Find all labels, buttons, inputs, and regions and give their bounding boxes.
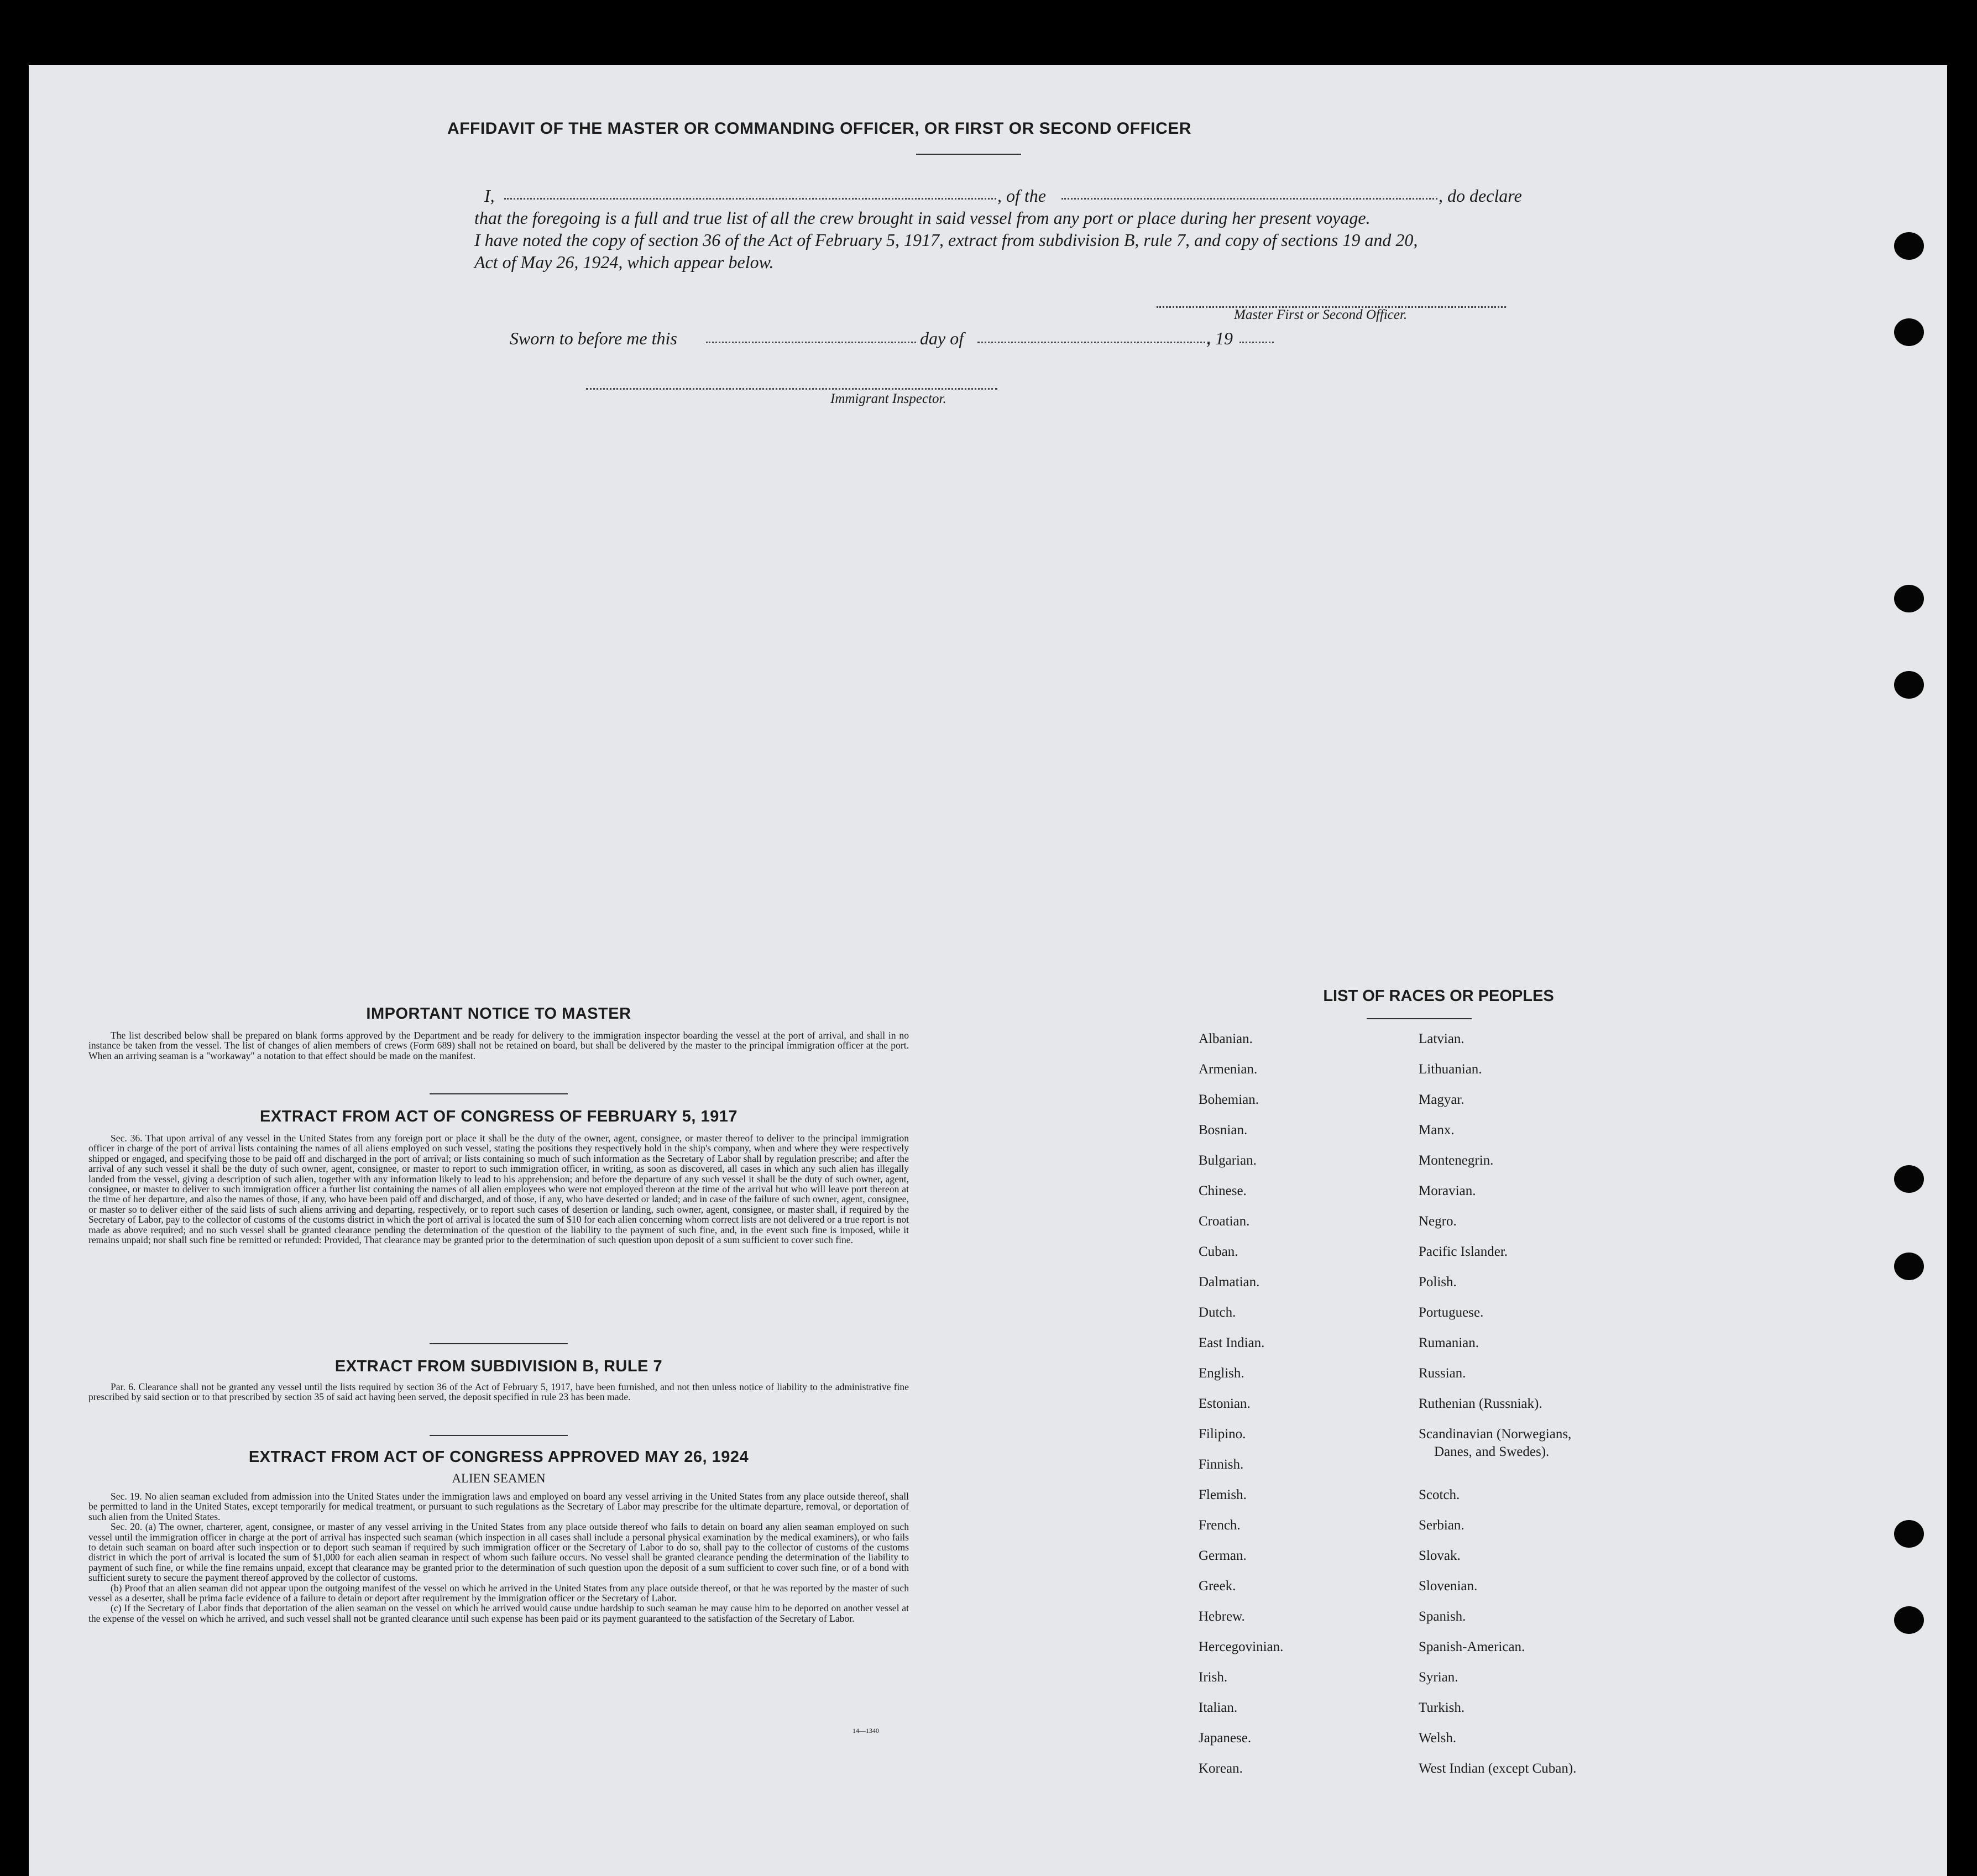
extract-1917-sec36: Sec. 36. That upon arrival of any vessel in the United States from any foreign port or place it shall be the duty of the owner, agent, consignee, or master thereof to deliver to the principal immigration officer in charge of the port of arrival lists containing the names of all aliens employed on such vessel, stating the positions they respectively hold in the ship's company, when and where they were respectively shipped or engaged, and specifying those to be paid off and discharged in the port of arrival; or lists containing so much of such information as the Secretary of Labor shall by regulation prescribe; and after the arrival of any such vessel it shall be the duty of such owner, agent, consignee, or master to report to such immigration officer, in writing, as soon as discovered, all cases in which any such alien has illegally landed from the vessel, giving a description of such alien, together with any information likely to lead to his apprehension; and before the departure of any such vessel it shall be the duty of such owner, agent, consignee, or master to deliver to such immigration officer a further list containing the names of all alien employees who were not employed thereon at the time of the arrival but who will leave port thereon at the time of her departure, and also the names of those, if any, who have been paid off and discharged, and of those, if any, who have deserted or landed; and in case of the failure of such owner, agent, consignee, or master so to deliver either of the said lists of such aliens arriving and departing, respectively, or to report such cases of desertion or landing, such owner, agent, consignee, or master shall, if required by the Secretary of Labor, pay to the collector of customs of the customs district in which the port of arrival is located the sum of $10 for each alien concerning whom correct lists are not delivered or a true report is not made as above required; and no such vessel shall be granted clearance pending the determination of the question of the liability to the payment of such fine, and, in the event such fine is imposed, while it remains unpaid; nor shall such fine be remitted or refunded: Provided, That clearance may be granted prior to the determination of such question upon deposit of a sum sufficient to cover such fine.: [88, 1133, 909, 1246]
race-item: Chinese.: [1199, 1183, 1247, 1198]
year-label: , 19: [1206, 328, 1233, 348]
extract-1924-sec19: Sec. 19. No alien seaman excluded from admission into the United States under the immigration laws and employed on board any vessel arriving in the United States from any place outside thereof, shall be permitted to land in the United States, except temporarily for medical treatment, or pursuant to such regulations as the Secretary of Labor may prescribe for the ultimate departure, removal, or deportation of such alien from the United States.: [88, 1491, 909, 1522]
race-item: East Indian.: [1199, 1335, 1265, 1350]
affidavit-i-label: I,: [484, 186, 495, 206]
race-item: Croatian.: [1199, 1214, 1250, 1229]
race-item: Turkish.: [1419, 1700, 1465, 1715]
race-item: Dutch.: [1199, 1305, 1236, 1320]
race-item: Serbian.: [1419, 1518, 1465, 1533]
race-item: Spanish-American.: [1419, 1639, 1525, 1654]
race-item: Ruthenian (Russniak).: [1419, 1396, 1542, 1411]
race-item: Rumanian.: [1419, 1335, 1479, 1350]
notice-text: [88, 1030, 909, 1061]
race-item: Negro.: [1419, 1214, 1457, 1229]
race-item: West Indian (except Cuban).: [1419, 1761, 1577, 1776]
race-item: Moravian.: [1419, 1183, 1476, 1198]
form-number: 14—1340: [852, 1727, 879, 1734]
sworn-month-blank[interactable]: [977, 342, 1210, 343]
vessel-blank[interactable]: [1061, 198, 1437, 200]
extract-1917-text: [88, 1133, 909, 1245]
extract-1924-text: [88, 1491, 909, 1623]
race-item: Estonian.: [1199, 1396, 1251, 1411]
punch-hole: [1894, 318, 1924, 346]
race-item: Scandinavian (Norwegians,: [1419, 1427, 1572, 1442]
document-page: [29, 65, 1947, 1876]
race-item: Slovak.: [1419, 1548, 1461, 1563]
extract-1924-sec20a: Sec. 20. (a) The owner, charterer, agent, consignee, or master of any vessel arriving in the United States from any place outside thereof who fails to detain on board any alien seaman employed on such vessel until the immigration officer in charge at the port of arrival has inspected such seaman (which inspection in all cases shall include a personal physical examination by the medical examiners), or who fails to detain such seaman on board after such inspection or to deport such seaman if required by such immigration officer or the Secretary of Labor to do so, shall pay to the collector of customs of the customs district in which the port of arrival is located the sum of $1,000 for each alien seaman in respect of whom such failure occurs. No vessel shall be granted clearance pending the determination of the liability to payment of such fine, or while the fine remains unpaid, except that clearance may be granted prior to the determination of such question upon the deposit of a sum sufficient to cover such fine, or of a bond with sufficient surety to secure the payment thereof approved by the collector of customs.: [88, 1521, 909, 1584]
race-item: Spanish.: [1419, 1609, 1466, 1624]
divider: [430, 1343, 568, 1344]
race-item: Korean.: [1199, 1761, 1243, 1776]
race-item: Bulgarian.: [1199, 1153, 1257, 1168]
sworn-label: Sworn to before me this: [510, 328, 677, 348]
punch-hole: [1894, 1165, 1924, 1193]
divider: [430, 1435, 568, 1436]
punch-hole: [1894, 585, 1924, 612]
race-item: Russian.: [1419, 1366, 1466, 1381]
name-blank[interactable]: [504, 198, 996, 200]
notice-title: IMPORTANT NOTICE TO MASTER: [366, 1005, 631, 1023]
race-item: Cuban.: [1199, 1244, 1238, 1259]
divider: [916, 154, 1021, 155]
sworn-year-blank[interactable]: [1239, 342, 1274, 343]
race-item: Dalmatian.: [1199, 1275, 1260, 1290]
race-item: Montenegrin.: [1419, 1153, 1494, 1168]
race-item: Pacific Islander.: [1419, 1244, 1508, 1259]
affidavit-line-3: I have noted the copy of section 36 of the Act of February 5, 1917, extract from subdivision B, rule 7, and copy of sections 19 and 20,: [474, 230, 1418, 250]
race-item: Finnish.: [1199, 1457, 1244, 1472]
punch-hole: [1894, 1520, 1924, 1548]
extract-1924-sec20c: (c) If the Secretary of Labor finds that deportation of the alien seaman on the vessel on which he arrived would cause undue hardship to such seaman he may cause him to be deported on another vessel at the expense of the vessel on which he arrived, and such vessel shall not be granted clearance until such expense has been paid or its payment guaranteed to the satisfaction of the Secretary of Labor.: [88, 1602, 909, 1624]
race-item: Filipino.: [1199, 1427, 1246, 1442]
master-signature-label: Master First or Second Officer.: [1234, 307, 1408, 322]
race-item: Slovenian.: [1419, 1579, 1478, 1594]
affidavit-line-4: Act of May 26, 1924, which appear below.: [474, 252, 774, 272]
race-item: Greek.: [1199, 1579, 1236, 1594]
divider: [1367, 1018, 1472, 1019]
affidavit-of-the-label: , of the: [997, 186, 1046, 206]
affidavit-line-2: that the foregoing is a full and true list of all the crew brought in said vessel from any port or place during her present voyage.: [474, 208, 1371, 228]
extract-1917-title: EXTRACT FROM ACT OF CONGRESS OF FEBRUARY 5, 1917: [259, 1108, 738, 1125]
race-item: Latvian.: [1419, 1031, 1465, 1046]
race-item: Bosnian.: [1199, 1123, 1248, 1138]
race-item: Portuguese.: [1419, 1305, 1484, 1320]
extract-1924-subtitle: ALIEN SEAMEN: [452, 1471, 546, 1485]
inspector-signature-blank[interactable]: [586, 388, 997, 390]
punch-hole: [1894, 671, 1924, 699]
divider: [430, 1093, 568, 1094]
race-item: Scotch.: [1419, 1487, 1460, 1502]
race-item: Armenian.: [1199, 1062, 1258, 1077]
affidavit-title: AFFIDAVIT OF THE MASTER OR COMMANDING OFFICER, OR FIRST OR SECOND OFFICER: [447, 119, 1191, 138]
race-item: Japanese.: [1199, 1731, 1252, 1746]
sworn-day-blank[interactable]: [706, 342, 916, 343]
race-item: Albanian.: [1199, 1031, 1253, 1046]
extract-rule7-title: EXTRACT FROM SUBDIVISION B, RULE 7: [334, 1358, 663, 1375]
punch-hole: [1894, 232, 1924, 260]
race-item: Lithuanian.: [1419, 1062, 1482, 1077]
race-item: Danes, and Swedes).: [1434, 1444, 1550, 1459]
race-item: Welsh.: [1419, 1731, 1457, 1746]
inspector-signature-label: Immigrant Inspector.: [830, 391, 946, 406]
races-left-column: [1199, 1031, 1283, 1791]
race-item: Syrian.: [1419, 1670, 1458, 1685]
extract-1924-sec20b: (b) Proof that an alien seaman did not appear upon the outgoing manifest of the vessel on which he arrived in the United States from any place outside thereof, or that he was reported by the master of such vessel as a deserter, shall be prima facie evidence of a failure to detain or deport after requirement by the immigration officer or the Secretary of Labor.: [88, 1582, 909, 1604]
race-item: Hebrew.: [1199, 1609, 1245, 1624]
race-item: Manx.: [1419, 1123, 1455, 1138]
extract-rule7-par6: Par. 6. Clearance shall not be granted any vessel until the lists required by section 36 of the Act of February 5, 1917, have been furnished, and not then unless notice of liability to the administrative fine prescribed by said section or to that prescribed by section 35 of said act having been served, the deposit specified in rule 23 has been made.: [88, 1381, 909, 1403]
notice-body: The list described below shall be prepared on blank forms approved by the Department and be ready for delivery to the immigration inspector boarding the vessel at the port of arrival, and shall in no instance be taken from the vessel. The list of changes of alien members of crews (Form 689) shall not be retained on board, but shall be delivered by the master to the principal immigration officer at the port. When an arriving seaman is a "workaway" a notation to that effect should be made on the manifest.: [88, 1030, 909, 1061]
race-item: French.: [1199, 1518, 1241, 1533]
day-of-label: day of: [920, 328, 964, 348]
extract-rule7-text: [88, 1382, 909, 1402]
race-item: Magyar.: [1419, 1092, 1465, 1107]
race-item: Bohemian.: [1199, 1092, 1259, 1107]
extract-1924-title: EXTRACT FROM ACT OF CONGRESS APPROVED MAY 26, 1924: [248, 1448, 749, 1466]
punch-hole: [1894, 1253, 1924, 1280]
race-item: Irish.: [1199, 1670, 1228, 1685]
races-title: LIST OF RACES OR PEOPLES: [1323, 987, 1554, 1005]
affidavit-do-declare-label: , do declare: [1439, 186, 1522, 206]
race-item: English.: [1199, 1366, 1244, 1381]
race-item: Polish.: [1419, 1275, 1457, 1290]
race-item: German.: [1199, 1548, 1247, 1563]
punch-hole: [1894, 1606, 1924, 1634]
race-item: Flemish.: [1199, 1487, 1247, 1502]
races-right-column: [1419, 1031, 1576, 1791]
race-item: Hercegovinian.: [1199, 1639, 1284, 1654]
race-item: Italian.: [1199, 1700, 1238, 1715]
